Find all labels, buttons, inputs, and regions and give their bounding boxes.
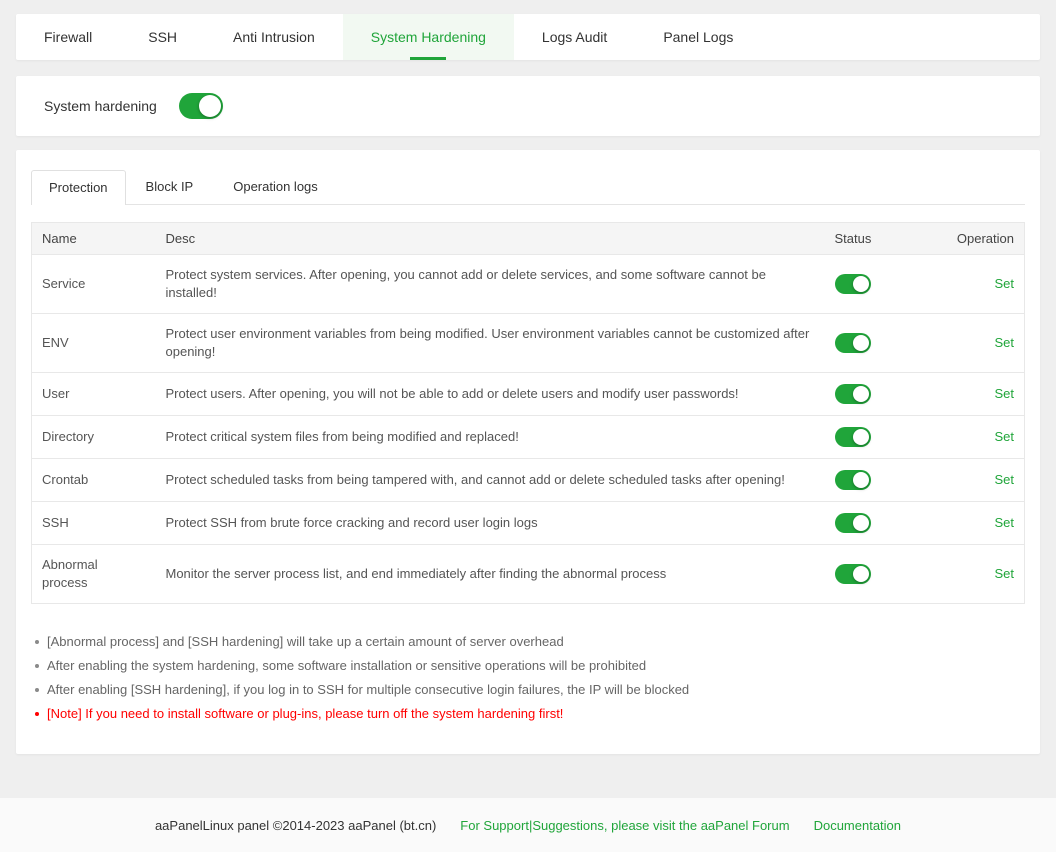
row-operation-cell <box>925 459 1025 502</box>
row-name: Directory <box>32 416 156 459</box>
protection-table <box>31 222 1025 604</box>
note-item: After enabling the system hardening, some software installation or sensitive operations will be prohibited <box>31 654 1025 678</box>
row-operation-cell <box>925 255 1025 314</box>
row-operation-cell <box>925 416 1025 459</box>
service-toggle[interactable] <box>835 274 871 294</box>
panel-tab-bar <box>31 170 1025 205</box>
toggle-knob <box>853 472 869 488</box>
row-operation-cell <box>925 502 1025 545</box>
row-desc: Protect system services. After opening, you cannot add or delete services, and some software cannot be installed! <box>156 255 825 314</box>
row-status-cell <box>825 502 925 545</box>
toggle-knob <box>853 515 869 531</box>
table-row <box>32 459 1025 502</box>
table-row <box>32 373 1025 416</box>
row-desc: Protect users. After opening, you will not be able to add or delete users and modify user passwords! <box>156 373 825 416</box>
panel-tab-operation-logs[interactable]: Operation logs <box>233 179 318 194</box>
directory-toggle[interactable] <box>835 427 871 447</box>
table-row <box>32 416 1025 459</box>
footer-support-link[interactable]: For Support|Suggestions, please visit the aaPanel Forum <box>460 817 790 833</box>
row-desc: Protect SSH from brute force cracking and record user login logs <box>156 502 825 545</box>
toggle-knob <box>853 429 869 445</box>
service-set-link[interactable]: Set <box>994 276 1014 291</box>
ssh-set-link[interactable]: Set <box>994 515 1014 530</box>
row-desc: Protect scheduled tasks from being tampered with, and cannot add or delete scheduled tasks after opening! <box>156 459 825 502</box>
top-tab-system-hardening[interactable]: System Hardening <box>343 14 514 60</box>
env-toggle[interactable] <box>835 333 871 353</box>
toggle-knob <box>853 335 869 351</box>
top-tab-bar <box>16 14 1040 60</box>
protection-table-head <box>32 223 1025 255</box>
top-tab-firewall[interactable]: Firewall <box>44 29 93 45</box>
panel-tab-protection[interactable]: Protection <box>31 170 126 205</box>
table-row <box>32 255 1025 314</box>
abnormal-process-toggle[interactable] <box>835 564 871 584</box>
header-operation: Operation <box>925 223 1025 255</box>
main-card <box>16 150 1040 754</box>
top-tab-logs-audit[interactable]: Logs Audit <box>541 29 608 45</box>
row-name: ENV <box>32 314 156 373</box>
note-item: After enabling [SSH hardening], if you log in to SSH for multiple consecutive login failures, the IP will be blocked <box>31 678 1025 702</box>
header-name: Name <box>32 223 156 255</box>
note-warning: [Note] If you need to install software or plug-ins, please turn off the system hardening first! <box>31 702 1025 726</box>
system-hardening-label: System hardening <box>44 98 157 114</box>
row-operation-cell <box>925 373 1025 416</box>
row-desc: Protect critical system files from being modified and replaced! <box>156 416 825 459</box>
table-row <box>32 314 1025 373</box>
abnormal-process-set-link[interactable]: Set <box>994 566 1014 581</box>
row-operation-cell <box>925 545 1025 604</box>
page <box>0 14 1056 754</box>
top-tab-panel-logs[interactable]: Panel Logs <box>663 29 734 45</box>
toggle-knob <box>199 95 221 117</box>
table-row <box>32 545 1025 604</box>
row-name: Abnormal process <box>32 545 156 604</box>
protection-table-body <box>32 255 1025 604</box>
row-name: SSH <box>32 502 156 545</box>
row-operation-cell <box>925 314 1025 373</box>
crontab-set-link[interactable]: Set <box>994 472 1014 487</box>
row-status-cell <box>825 255 925 314</box>
directory-set-link[interactable]: Set <box>994 429 1014 444</box>
env-set-link[interactable]: Set <box>994 335 1014 350</box>
footer <box>0 798 1056 852</box>
top-tab-ssh[interactable]: SSH <box>148 29 178 45</box>
crontab-toggle[interactable] <box>835 470 871 490</box>
header-status: Status <box>825 223 925 255</box>
system-hardening-card <box>16 76 1040 136</box>
user-toggle[interactable] <box>835 384 871 404</box>
toggle-knob <box>853 566 869 582</box>
table-row <box>32 502 1025 545</box>
row-status-cell <box>825 459 925 502</box>
row-name: Service <box>32 255 156 314</box>
top-tab-anti-intrusion[interactable]: Anti Intrusion <box>233 29 315 45</box>
row-desc: Monitor the server process list, and end immediately after finding the abnormal process <box>156 545 825 604</box>
table-header-row <box>32 223 1025 255</box>
row-status-cell <box>825 314 925 373</box>
footer-docs-link[interactable]: Documentation <box>813 817 902 833</box>
system-hardening-toggle[interactable] <box>179 93 223 119</box>
row-name: Crontab <box>32 459 156 502</box>
ssh-toggle[interactable] <box>835 513 871 533</box>
toggle-knob <box>853 276 869 292</box>
row-desc: Protect user environment variables from being modified. User environment variables cannot be customized after opening! <box>156 314 825 373</box>
header-desc: Desc <box>156 223 825 255</box>
row-status-cell <box>825 373 925 416</box>
footer-copyright: aaPanelLinux panel ©2014-2023 aaPanel (bt.cn) <box>154 817 437 833</box>
notes-list <box>31 630 1025 726</box>
toggle-knob <box>853 386 869 402</box>
row-name: User <box>32 373 156 416</box>
note-item: [Abnormal process] and [SSH hardening] will take up a certain amount of server overhead <box>31 630 1025 654</box>
row-status-cell <box>825 545 925 604</box>
user-set-link[interactable]: Set <box>994 386 1014 401</box>
row-status-cell <box>825 416 925 459</box>
panel-tab-block-ip[interactable]: Block IP <box>145 179 194 194</box>
